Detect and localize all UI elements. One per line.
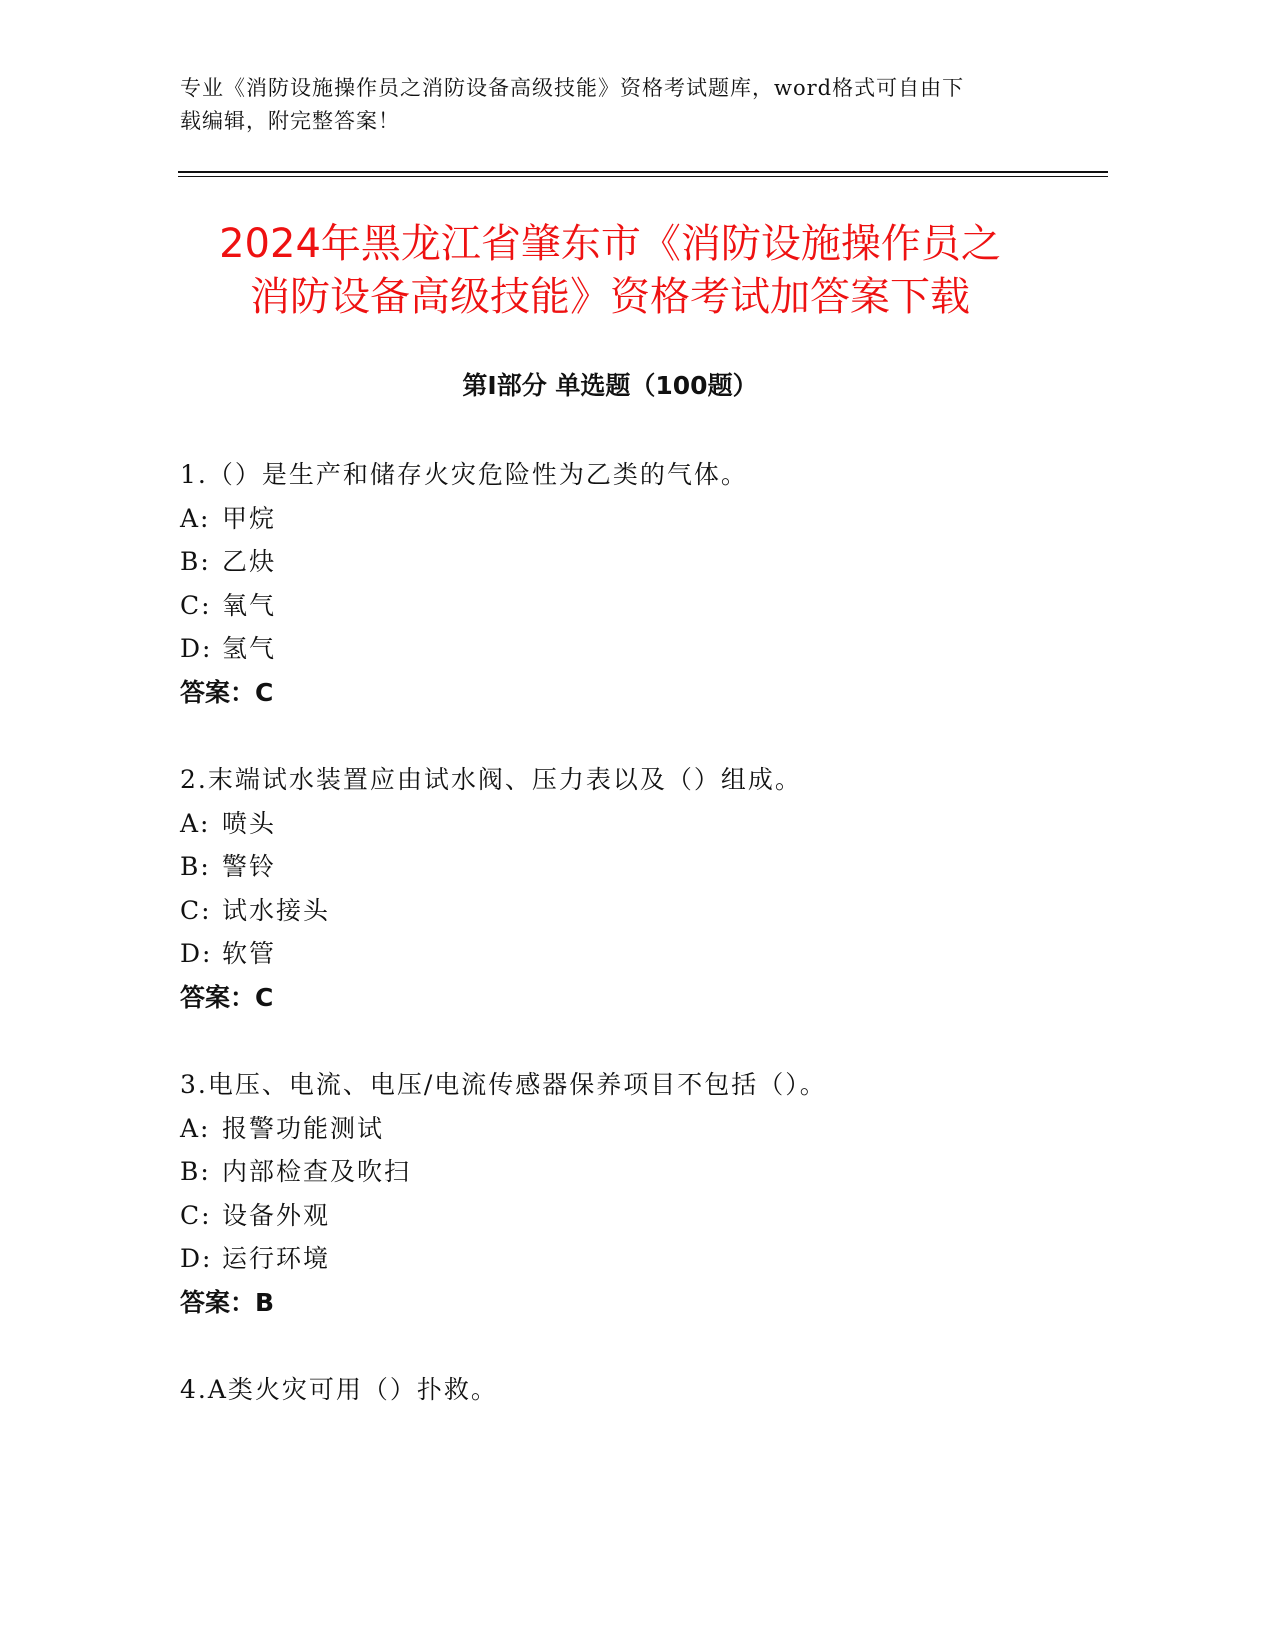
option-key: C: <box>180 1200 212 1230</box>
header-note-line-1: 专业《消防设施操作员之消防设备高级技能》资格考试题库，word格式可自由下 <box>180 76 965 100</box>
option-key: A: <box>180 808 211 838</box>
header-note <box>180 72 1040 138</box>
question-3 <box>180 1063 1080 1324</box>
option-text: 甲烷 <box>222 503 277 533</box>
option-d <box>180 932 1080 976</box>
option-key: D: <box>180 634 213 663</box>
option-text: 运行环境 <box>222 1244 331 1273</box>
question-stem: 2.末端试水装置应由试水阀、压力表以及（）组成。 <box>180 765 802 794</box>
answer: 答案：C <box>180 982 274 1012</box>
option-c <box>180 889 1080 933</box>
option-text: 报警功能测试 <box>222 1113 385 1143</box>
option-key: C: <box>180 590 212 620</box>
option-key: B: <box>180 547 211 576</box>
option-key: D: <box>180 939 213 968</box>
option-b <box>180 1150 1080 1194</box>
option-text: 氧气 <box>222 590 277 620</box>
document-title-line-1: 2024年黑龙江省肇东市《消防设施操作员之 <box>219 221 1001 267</box>
option-text: 软管 <box>222 939 277 968</box>
option-d <box>180 627 1080 671</box>
option-key: B: <box>180 1157 211 1186</box>
question-2 <box>180 758 1080 1019</box>
option-b <box>180 845 1080 889</box>
option-text: 喷头 <box>222 808 277 838</box>
question-1 <box>180 453 1080 714</box>
document-title-line-2: 消防设备高级技能》资格考试加答案下载 <box>250 274 970 320</box>
question-stem: 3.电压、电流、电压/电流传感器保养项目不包括（）。 <box>180 1070 827 1099</box>
option-key: C: <box>180 895 212 925</box>
header-divider-thick <box>178 171 1108 173</box>
question-4 <box>180 1368 1080 1412</box>
question-stem: 4.A类火灾可用（）扑救。 <box>180 1375 498 1404</box>
question-stem: 1.（）是生产和储存火灾危险性为乙类的气体。 <box>180 460 748 489</box>
option-b <box>180 540 1080 584</box>
section-title: 第Ⅰ部分 单选题（100题） <box>462 371 758 400</box>
option-key: A: <box>180 503 211 533</box>
answer: 答案：B <box>180 1287 275 1317</box>
option-c <box>180 584 1080 628</box>
header-divider-thin <box>178 176 1108 177</box>
option-key: B: <box>180 852 211 881</box>
header-note-line-2: 载编辑，附完整答案！ <box>180 109 400 133</box>
option-a <box>180 497 1080 541</box>
option-d <box>180 1237 1080 1281</box>
option-key: A: <box>180 1113 211 1143</box>
option-text: 内部检查及吹扫 <box>222 1157 412 1186</box>
option-a <box>180 802 1080 846</box>
option-a <box>180 1107 1080 1151</box>
option-text: 氢气 <box>222 634 277 663</box>
option-text: 试水接头 <box>222 895 331 925</box>
option-key: D: <box>180 1244 213 1273</box>
document-title <box>180 218 1040 324</box>
option-text: 乙炔 <box>222 547 277 576</box>
option-c <box>180 1194 1080 1238</box>
option-text: 设备外观 <box>222 1200 331 1230</box>
option-text: 警铃 <box>222 852 277 881</box>
answer: 答案：C <box>180 677 274 707</box>
